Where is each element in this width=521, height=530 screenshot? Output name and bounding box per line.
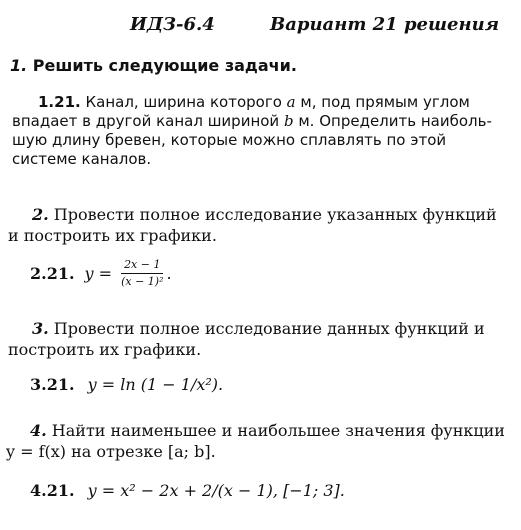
formula-2-21-end: . <box>166 264 172 283</box>
formula-3-21-expression: y = ln (1 − 1/x²). <box>87 375 224 394</box>
problem-1-21-text-2-tail: м. Определить наиболь- <box>298 112 492 130</box>
task-3-number: 3. <box>32 319 49 338</box>
problem-1-21-line-3: шую длину бревен, которые можно сплавлять по этой <box>12 131 447 149</box>
formula-2-21-fraction <box>118 258 166 289</box>
problem-1-21-line-2 <box>12 112 514 131</box>
task-2-text-1: Провести полное исследование указанных функций <box>53 205 497 224</box>
task-3 <box>8 318 513 360</box>
problem-1-21-text-2: впадает в другой канал шириной <box>12 112 280 130</box>
problem-1-21-line-1 <box>12 93 514 112</box>
formula-3-21 <box>30 375 223 394</box>
formula-2-21-label: 2.21. <box>30 264 75 283</box>
task-3-line-1 <box>8 318 513 339</box>
problem-1-21-number: 1.21. <box>38 93 81 111</box>
variant-title: Вариант 21 решения <box>270 14 500 35</box>
formula-2-21 <box>30 258 172 289</box>
task-3-text-1: Провести полное исследование данных функций и <box>53 319 485 338</box>
task-2-line-1 <box>8 204 513 225</box>
problem-1-21-text-1-tail: м, под прямым углом <box>300 93 470 111</box>
task-4-number: 4. <box>30 421 47 440</box>
task-2 <box>8 204 513 246</box>
task-3-line-2: построить их графики. <box>8 340 202 359</box>
variable-b: b <box>283 112 294 130</box>
formula-2-21-lhs: y = <box>84 264 113 283</box>
formula-3-21-label: 3.21. <box>30 375 75 394</box>
problem-1-21-text-1: Канал, ширина которого <box>85 93 282 111</box>
section-1-number: 1. <box>10 56 28 75</box>
formula-4-21-label: 4.21. <box>30 481 75 500</box>
formula-2-21-numerator: 2x − 1 <box>121 258 163 274</box>
formula-4-21 <box>30 481 345 500</box>
formula-4-21-expression: y = x² − 2x + 2/(x − 1), [−1; 3]. <box>87 481 345 500</box>
section-1-heading <box>10 56 297 75</box>
document-code: ИДЗ-6.4 <box>130 14 215 35</box>
problem-1-21-line-4: системе каналов. <box>12 150 152 168</box>
task-2-line-2: и построить их графики. <box>8 226 217 245</box>
problem-1-21 <box>12 93 514 169</box>
variable-a: a <box>286 93 296 111</box>
task-4-line-2: y = f(x) на отрезке [a; b]. <box>6 442 216 461</box>
formula-2-21-denominator: (x − 1)² <box>121 275 164 288</box>
task-4-line-1 <box>6 420 516 441</box>
task-4 <box>6 420 516 462</box>
task-2-number: 2. <box>32 205 49 224</box>
section-1-title: Решить следующие задачи. <box>32 56 297 75</box>
task-4-text-1: Найти наименьшее и наибольшее значения функции <box>51 421 505 440</box>
